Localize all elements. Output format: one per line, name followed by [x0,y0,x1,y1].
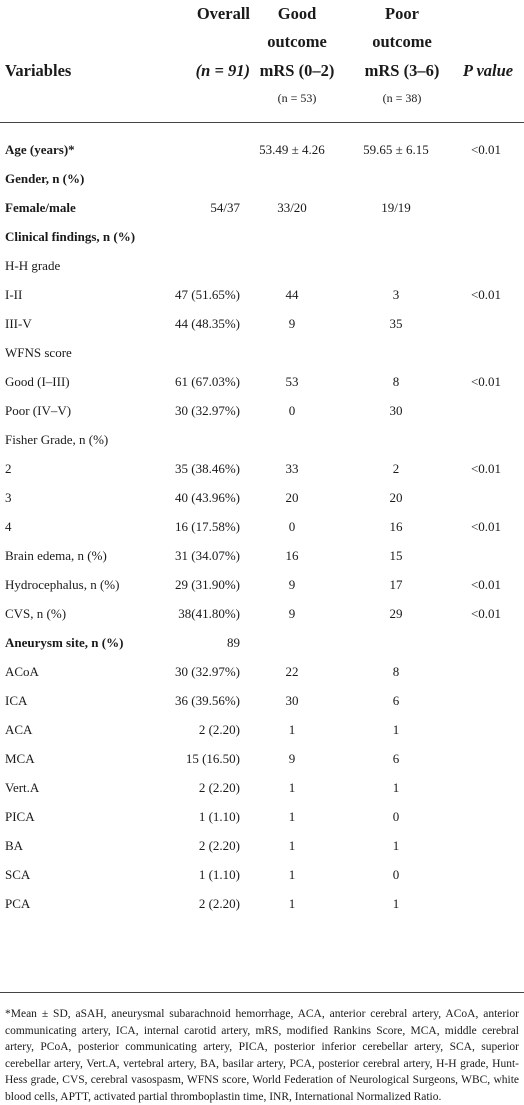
row-poor-outcome: 30 [389,403,403,418]
header-good-n: (n = 53) [277,91,317,105]
row-variable: Poor (IV–V) [5,403,72,418]
bottom-rule [0,992,524,993]
row-overall: 2 (2.20) [198,780,240,795]
table-row [0,483,524,512]
row-good-outcome: 44 [285,287,299,302]
row-poor-outcome: 35 [389,316,403,331]
header-poor-line1: Poor [385,4,419,23]
row-overall: 30 (32.97%) [175,403,240,418]
row-good-outcome: 9 [288,751,296,766]
header-overall-label: Overall [196,4,250,23]
row-good-outcome: 33/20 [277,200,307,215]
header-good-line3: mRS (0–2) [259,61,335,80]
row-variable: Fisher Grade, n (%) [5,432,109,447]
row-good-outcome: 20 [285,490,299,505]
row-overall: 15 (16.50) [185,751,240,766]
row-good-outcome: 1 [288,896,296,911]
row-poor-outcome: 1 [392,838,400,853]
table-row [0,280,524,309]
row-overall: 61 (67.03%) [175,374,240,389]
row-variable: PCA [5,896,31,911]
row-variable: Good (I–III) [5,374,70,389]
row-overall: 16 (17.58%) [175,519,240,534]
row-poor-outcome: 17 [389,577,403,592]
row-variable: Aneurysm site, n (%) [5,635,124,650]
row-overall: 1 (1.10) [198,809,240,824]
row-variable: 2 [5,461,12,476]
table-row [0,454,524,483]
row-overall: 47 (51.65%) [175,287,240,302]
table-row [0,802,524,831]
table-row [0,425,524,454]
row-good-outcome: 22 [285,664,299,679]
row-poor-outcome: 20 [389,490,403,505]
row-poor-outcome: 0 [392,867,400,882]
row-overall: 36 (39.56%) [175,693,240,708]
table-row [0,657,524,686]
row-overall: 89 [227,635,240,650]
table-row [0,773,524,802]
table-row [0,715,524,744]
table-row [0,164,524,193]
row-poor-outcome: 1 [392,722,400,737]
row-variable: CVS, n (%) [5,606,67,621]
row-good-outcome: 1 [288,780,296,795]
row-p-value: <0.01 [470,606,502,621]
row-variable: Gender, n (%) [5,171,85,186]
table-row [0,628,524,657]
row-variable: III-V [5,316,32,331]
row-good-outcome: 53.49 ± 4.26 [259,142,325,157]
table-row [0,889,524,918]
row-good-outcome: 1 [288,867,296,882]
row-overall: 1 (1.10) [198,867,240,882]
row-poor-outcome: 59.65 ± 6.15 [363,142,429,157]
table-row [0,686,524,715]
header-poor-line2: outcome [372,32,432,51]
header-good-line1: Good [277,4,317,23]
row-variable: ACoA [5,664,39,679]
row-variable: PICA [5,809,35,824]
row-poor-outcome: 6 [392,751,400,766]
row-poor-outcome: 1 [392,896,400,911]
row-overall: 29 (31.90%) [175,577,240,592]
row-poor-outcome: 19/19 [381,200,411,215]
row-variable: 3 [5,490,12,505]
row-variable: I-II [5,287,23,302]
table-footnote: *Mean ± SD, aSAH, aneurysmal subarachnoid hemorrhage, ACA, anterior cerebral artery, ACoA, anterior communicating artery, ICA, internal carotid artery, mRS, modified Rankins Score, MCA, middle cerebral artery, PCoA, posterior communicating artery, PICA, posterior inferior cerebellar artery, SCA, superior cerebellar artery, Vert.A, vertebral artery, BA, basilar artery, PCA, posterior cerebral artery, H-H grade, Hunt-Hess grade, CVS, cerebral vasospasm, WFNS score, World Federation of Neurological Surgeons, WBC, white blood cells, APTT, activated partial thromboplastin time, INR, International Normalized Ratio. [5,1008,519,1103]
table-row [0,222,524,251]
row-good-outcome: 16 [285,548,299,563]
row-overall: 2 (2.20) [198,896,240,911]
row-overall: 35 (38.46%) [175,461,240,476]
row-poor-outcome: 1 [392,780,400,795]
header-variables: Variables [5,61,72,80]
row-poor-outcome: 15 [389,548,403,563]
row-variable: Vert.A [5,780,40,795]
row-variable: 4 [5,519,12,534]
row-variable: MCA [5,751,35,766]
row-p-value: <0.01 [470,287,502,302]
table-row [0,251,524,280]
table-row [0,570,524,599]
row-overall: 54/37 [210,200,240,215]
row-overall: 30 (32.97%) [175,664,240,679]
header-p-value: P value [462,61,514,80]
row-good-outcome: 1 [288,809,296,824]
row-overall: 31 (34.07%) [175,548,240,563]
row-variable: Brain edema, n (%) [5,548,107,563]
row-good-outcome: 0 [288,519,296,534]
header-good-line2: outcome [267,32,327,51]
row-p-value: <0.01 [470,461,502,476]
row-variable: WFNS score [5,345,72,360]
row-variable: H-H grade [5,258,61,273]
row-overall: 40 (43.96%) [175,490,240,505]
row-variable: Female/male [5,200,76,215]
row-poor-outcome: 3 [392,287,400,302]
row-good-outcome: 9 [288,606,296,621]
row-poor-outcome: 16 [389,519,403,534]
row-good-outcome: 53 [285,374,299,389]
header-poor-n: (n = 38) [382,91,422,105]
row-variable: SCA [5,867,31,882]
row-poor-outcome: 0 [392,809,400,824]
table-row [0,512,524,541]
table-row [0,541,524,570]
table-row [0,367,524,396]
row-good-outcome: 9 [288,316,296,331]
row-good-outcome: 30 [285,693,299,708]
table-row [0,396,524,425]
row-p-value: <0.01 [470,142,502,157]
row-variable: Clinical findings, n (%) [5,229,136,244]
header-rule [0,122,524,123]
row-good-outcome: 1 [288,838,296,853]
row-overall: 2 (2.20) [198,838,240,853]
table-row [0,860,524,889]
row-p-value: <0.01 [470,519,502,534]
row-variable: ICA [5,693,28,708]
row-good-outcome: 9 [288,577,296,592]
row-overall: 44 (48.35%) [175,316,240,331]
row-good-outcome: 33 [285,461,299,476]
row-good-outcome: 0 [288,403,296,418]
table-row [0,744,524,773]
table-row [0,193,524,222]
row-variable: Age (years)* [5,142,75,157]
row-poor-outcome: 29 [389,606,403,621]
row-p-value: <0.01 [470,374,502,389]
row-variable: ACA [5,722,33,737]
table-row [0,831,524,860]
row-poor-outcome: 8 [392,374,400,389]
header-poor-line3: mRS (3–6) [364,61,440,80]
table-row [0,135,524,164]
row-overall: 2 (2.20) [198,722,240,737]
row-poor-outcome: 6 [392,693,400,708]
row-poor-outcome: 8 [392,664,400,679]
table-row [0,338,524,367]
header-overall-n: (n = 91) [195,61,250,80]
row-poor-outcome: 2 [392,461,400,476]
table-row [0,309,524,338]
row-variable: Hydrocephalus, n (%) [5,577,120,592]
row-p-value: <0.01 [470,577,502,592]
row-good-outcome: 1 [288,722,296,737]
row-overall: 38(41.80%) [178,606,240,621]
table-row [0,599,524,628]
row-variable: BA [5,838,24,853]
